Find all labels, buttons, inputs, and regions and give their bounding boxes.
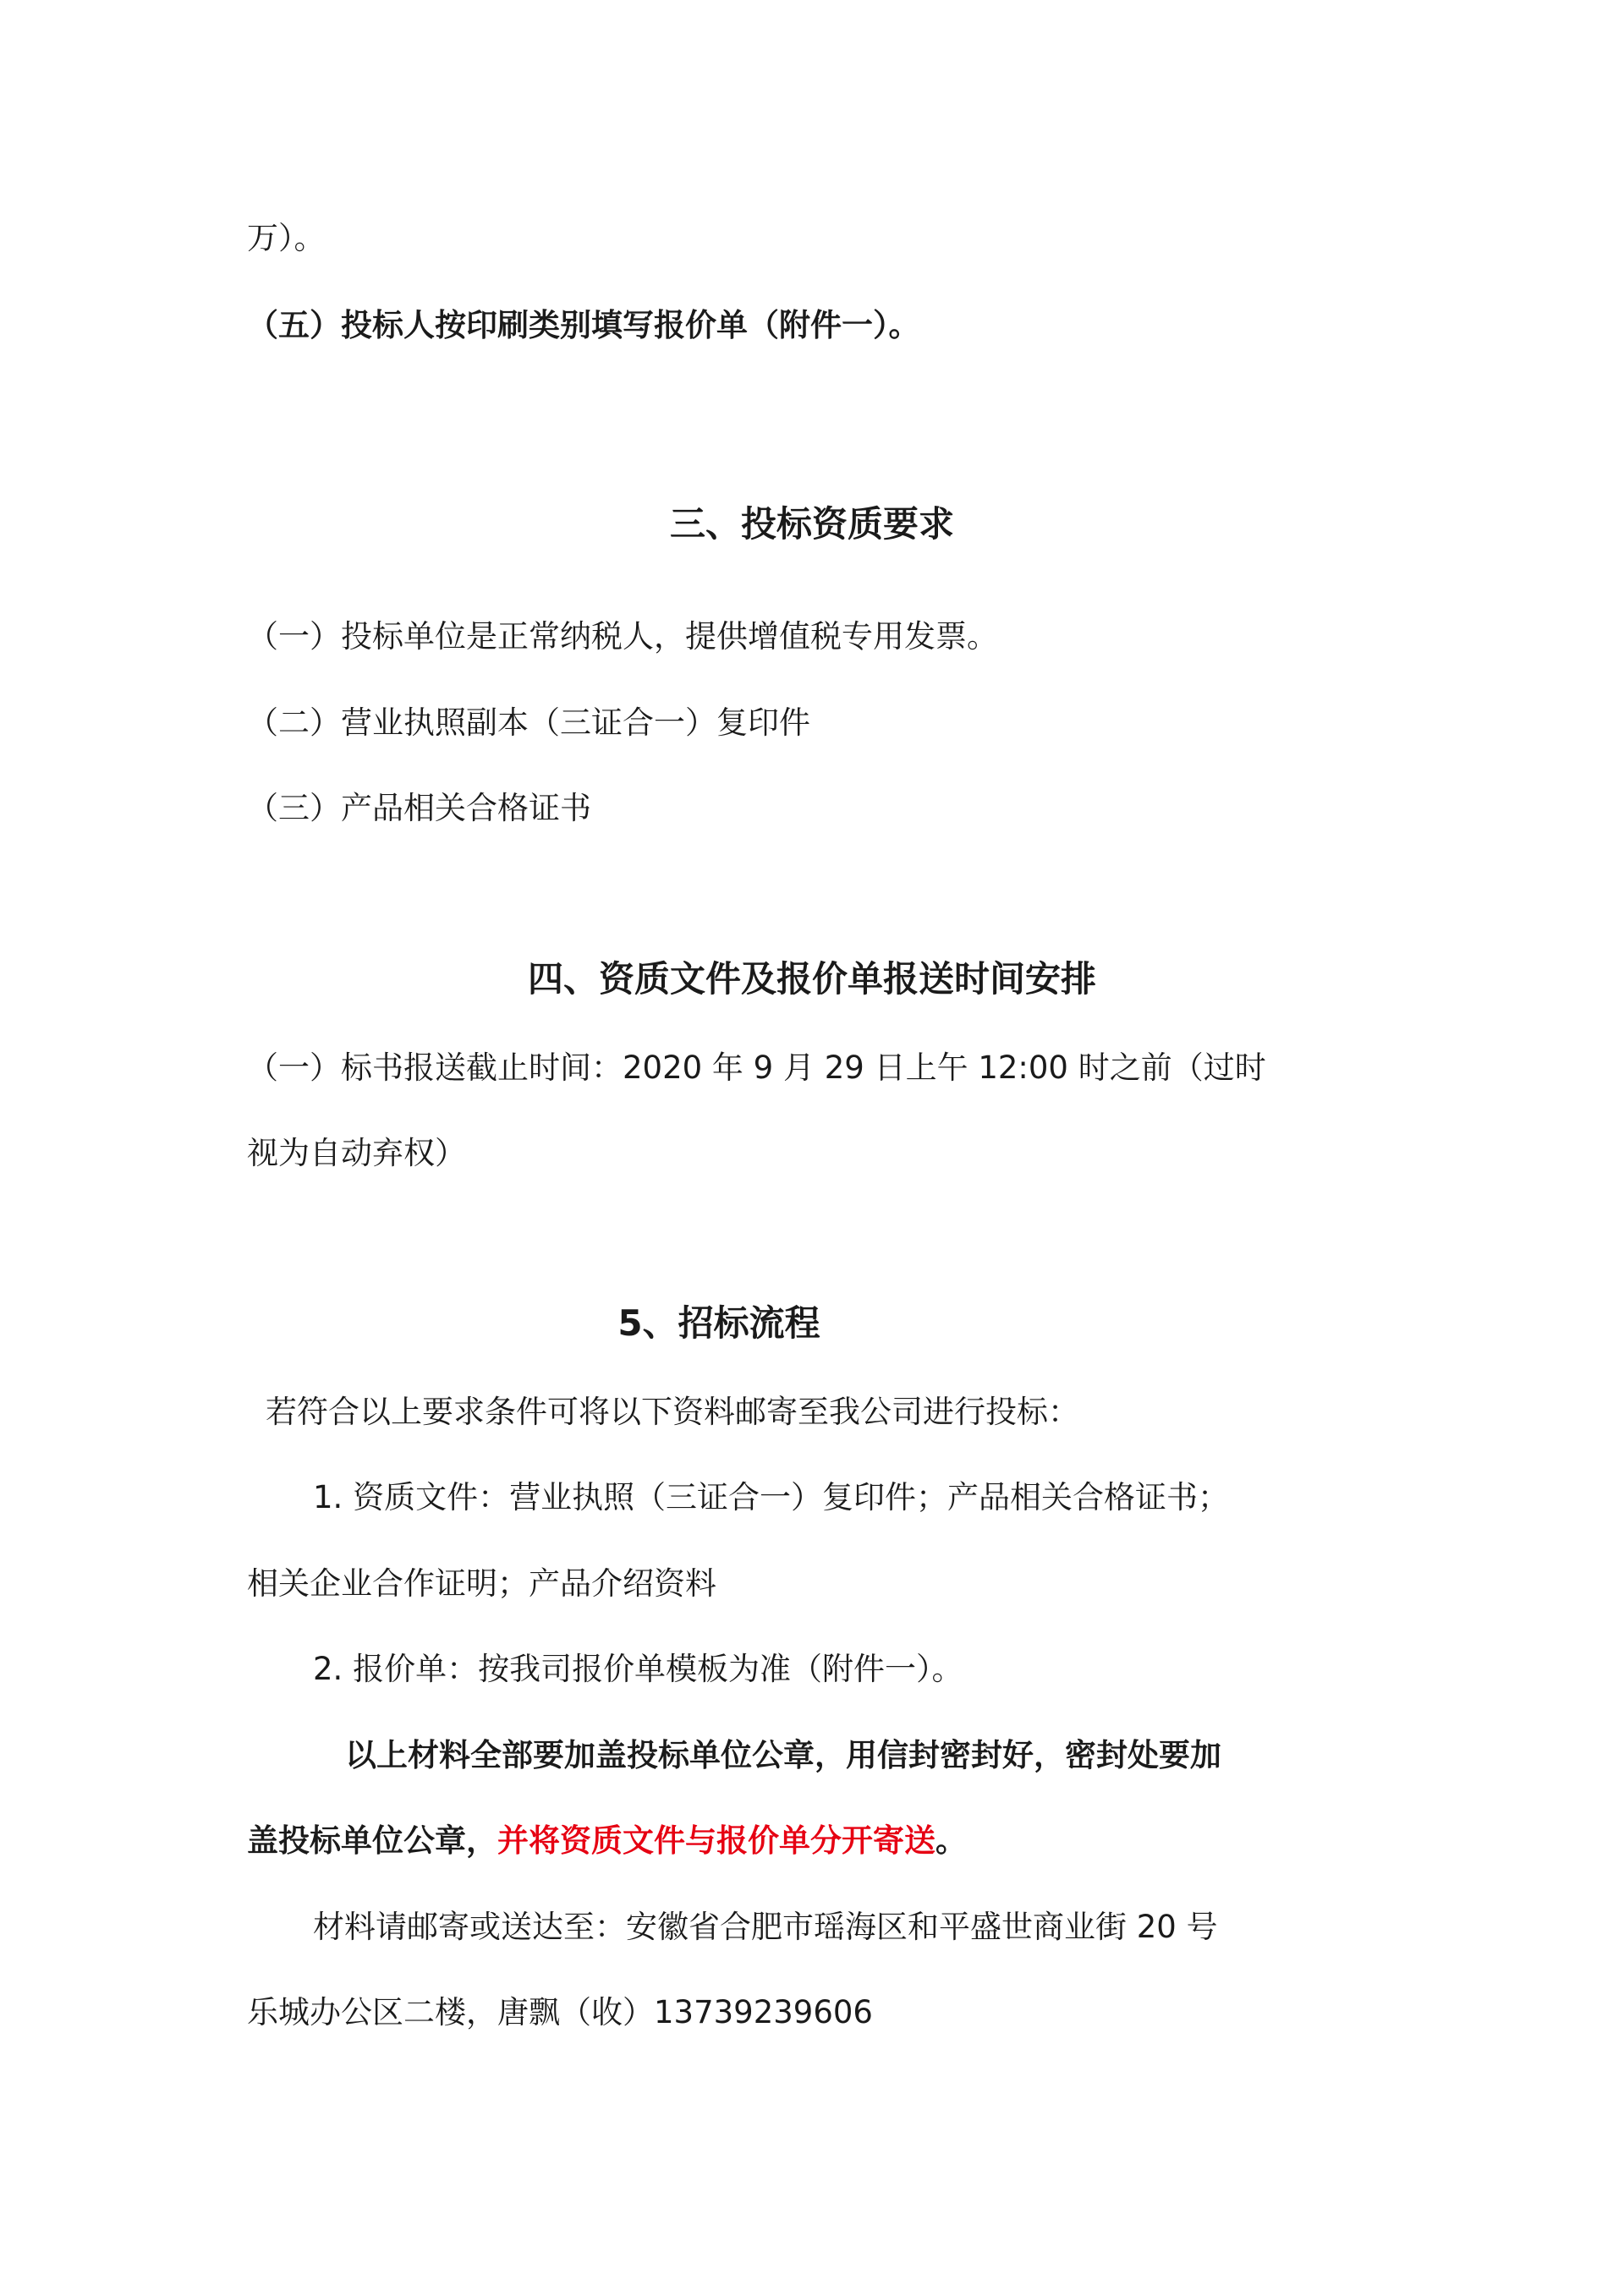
process-intro: 若符合以上要求条件可将以下资料邮寄至我公司进行投标： [266,1394,1079,1430]
qualification-item-3: （三）产品相关合格证书 [247,790,591,826]
section-heading-process: 5、招标流程 [617,1302,820,1344]
continuation-text: 万）。 [247,220,326,256]
process-item-1-line-1: 1. 资质文件：营业执照（三证合一）复印件；产品相关合格证书； [313,1479,1230,1515]
item-five: （五）投标人按印刷类别填写报价单（附件一）。 [247,307,920,343]
notice-line-1: 以上材料全部要加盖投标单位公章，用信封密封好，密封处要加 [345,1737,1221,1773]
section-heading-qualifications: 三、投标资质要求 [669,503,954,545]
deadline-line-1: （一）标书报送截止时间：2020 年 9 月 29 日上午 12:00 时之前（过时 [247,1049,1266,1086]
process-item-2: 2. 报价单：按我司报价单模板为准（附件一）。 [313,1651,963,1687]
process-item-1-line-2: 相关企业合作证明；产品介绍资料 [247,1565,716,1602]
section-heading-schedule: 四、资质文件及报价单报送时间安排 [527,958,1096,1000]
qualification-item-1: （一）投标单位是正常纳税人，提供增值税专用发票。 [247,618,998,655]
deadline-line-2: 视为自动弃权） [247,1135,466,1171]
address-line-2: 乐城办公区二楼，唐飘（收）13739239606 [247,1994,873,2030]
notice-seal-text: 盖投标单位公章， [247,1822,497,1859]
notice-red-highlight: 并将资质文件与报价单分开寄送 [497,1822,935,1859]
notice-end-punctuation: 。 [935,1822,967,1859]
address-line-1: 材料请邮寄或送达至：安徽省合肥市瑶海区和平盛世商业街 20 号 [313,1909,1218,1945]
notice-line-2 [247,1820,1380,1862]
qualification-item-2: （二）营业执照副本（三证合一）复印件 [247,704,810,741]
